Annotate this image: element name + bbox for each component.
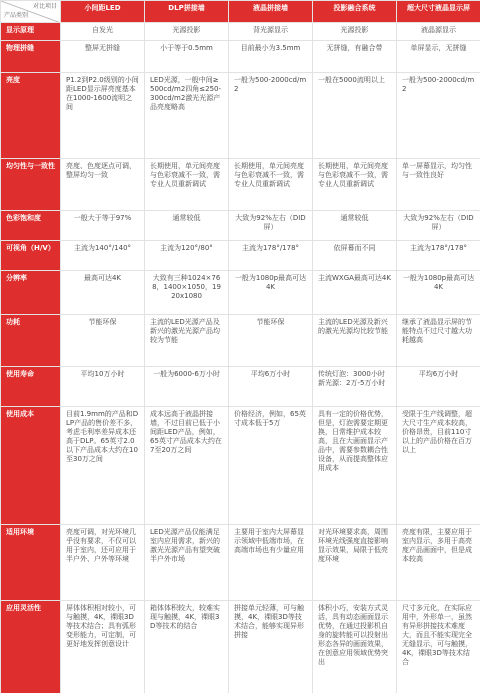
table-cell: 传统灯泡：3000小时新光源：2万-5万小时 — [313, 367, 397, 407]
table-cell: 主流的LED光源产品及新兴的激光光源产品均较为节能 — [145, 315, 229, 367]
table-cell: 屏体体积相对较小，可与触摸，4K，裸眼3D等技术结合；具有弧形变形能力，可定制，可更好地发挥创意设计 — [61, 601, 145, 693]
table-cell: 液晶源显示 — [397, 23, 480, 41]
table-cell: 亮度有限，主要应用于室内显示，多用于高亮度产品画面中，但是成本较高 — [397, 525, 480, 601]
table-cell: 平均6万小时 — [397, 367, 480, 407]
row-header: 物理拼缝 — [1, 41, 61, 73]
table-cell: 依屏幕而不同 — [313, 241, 397, 271]
header-row — [1, 1, 480, 23]
table-cell: 一般在5000流明以上 — [313, 73, 397, 159]
row-header: 显示原理 — [1, 23, 61, 41]
table-row — [1, 315, 480, 367]
row-header: 功耗 — [1, 315, 61, 367]
table-cell: 通常较低 — [313, 211, 397, 241]
table-cell: LED光源产品仅能满足室内应用需求，新兴的激光光源产品有望突破半户外市场 — [145, 525, 229, 601]
table-cell: P1.2到P2.0级别的小间距LED显示屏亮度基本在1000-1600流明之间 — [61, 73, 145, 159]
table-cell: 通常较低 — [145, 211, 229, 241]
table-cell: 节能环保 — [229, 315, 313, 367]
row-header: 适用环境 — [1, 525, 61, 601]
table-cell: LED光源，一般中间≥500cd/m2四角≤250-300cd/m2激光光源产品亮度略高 — [145, 73, 229, 159]
table-cell: 一般为1080p最高可达4K — [397, 271, 480, 315]
column-header: 超大尺寸液晶显示屏 — [397, 1, 480, 23]
table-cell: 体积小巧，安装方式灵活，具有动态画面显示优势，在通过投影机自身的旋转能可以投射出形态各异的画面效果，在创意应用领域优势突出 — [313, 601, 397, 693]
table-cell: 平均6万小时 — [229, 367, 313, 407]
column-header: 小间距LED — [61, 1, 145, 23]
table-cell: 主流的LED光源及新兴的激光光源均比较节能 — [313, 315, 397, 367]
table-cell: 目前最小为3.5mm — [229, 41, 313, 73]
corner-top-label: 对比项目 — [32, 3, 57, 10]
table-cell: 一般大于等于97% — [61, 211, 145, 241]
table-row — [1, 241, 480, 271]
table-cell: 一般为1080p最高可达4K — [229, 271, 313, 315]
table-cell: 箱体体积较大，较难实现与触摸，4K，裸眼3D等技术的结合 — [145, 601, 229, 693]
corner-cell — [1, 1, 61, 23]
table-cell: 平均10万小时 — [61, 367, 145, 407]
table-cell: 长期使用，单元间亮度与色彩衰减不一致，需专业人员重新调试 — [229, 159, 313, 211]
table-cell: 自发光 — [61, 23, 145, 41]
table-cell: 主流为178°/178° — [229, 241, 313, 271]
table-row — [1, 271, 480, 315]
table-cell: 亮度、色度逐点可调，整屏均匀一致 — [61, 159, 145, 211]
table-cell: 一般为500-2000cd/m2 — [397, 73, 480, 159]
table-cell: 主流WXGA最高可达4K — [313, 271, 397, 315]
column-header: 投影融合系统 — [313, 1, 397, 23]
row-header: 均匀性与一致性 — [1, 159, 61, 211]
table-cell: 成本远高于液晶拼接墙，不过目前已低于小间距LED产品，例如，65英寸产品成本大约在7至20万之间 — [145, 407, 229, 525]
table-cell: 主流为120°/80° — [145, 241, 229, 271]
table-cell: 最高可达4K — [61, 271, 145, 315]
table-row — [1, 407, 480, 525]
table-cell: 大致有三种1024×768，1400×1050，1920x1080 — [145, 271, 229, 315]
table-cell: 单一屏幕显示，均匀性与一致性良好 — [397, 159, 480, 211]
table-row — [1, 525, 480, 601]
table-cell: 主流为178°/178° — [397, 241, 480, 271]
table-row — [1, 211, 480, 241]
table-cell: 亮度可调，对光环境几乎没有要求，不仅可以用于室内，还可应用于半户外、户外等环境 — [61, 525, 145, 601]
column-header: 液晶拼接墙 — [229, 1, 313, 23]
row-header: 分辨率 — [1, 271, 61, 315]
table-row — [1, 601, 480, 693]
table-cell: 大致为92%左右（DID屏） — [397, 211, 480, 241]
table-row — [1, 41, 480, 73]
table-cell: 节能环保 — [61, 315, 145, 367]
column-header: DLP拼接墙 — [145, 1, 229, 23]
row-header: 应用灵活性 — [1, 601, 61, 693]
table-cell: 大致为92%左右（DID屏） — [229, 211, 313, 241]
table-cell: 尺寸多元化，在实际应用中，外形单一，虽然有异形拼接技术难度大，而且不能实现完全无缝显示，可与触摸，4K，裸眼3D等技术结合 — [397, 601, 480, 693]
table-cell: 对光环境要求高，周围环境光线强度直接影响显示效果，局限于低亮度环境 — [313, 525, 397, 601]
table-cell: 主要用于室内大屏幕显示领域中低端市场，在高端市场也有少量应用 — [229, 525, 313, 601]
table-cell: 光源投影 — [145, 23, 229, 41]
table-cell: 长期使用，单元间亮度与色彩衰减不一致，需专业人员重新调试 — [313, 159, 397, 211]
corner-bottom-label: 产品类别 — [4, 12, 29, 19]
table-row — [1, 367, 480, 407]
table-cell: 继承了液晶显示屏的节能特点不过尺寸越大功耗越高 — [397, 315, 480, 367]
table-cell: 背光源显示 — [229, 23, 313, 41]
table-row — [1, 23, 480, 41]
table-cell: 主流为140°/140° — [61, 241, 145, 271]
table-cell: 无拼缝，有融合带 — [313, 41, 397, 73]
table-row — [1, 159, 480, 211]
table-cell: 单屏显示，无拼缝 — [397, 41, 480, 73]
table-cell: 一般为6000-6万小时 — [145, 367, 229, 407]
row-header: 使用成本 — [1, 407, 61, 525]
table-cell: 小于等于0.5mm — [145, 41, 229, 73]
table-cell: 整屏无拼缝 — [61, 41, 145, 73]
table-cell: 一般为500-2000cd/m2 — [229, 73, 313, 159]
row-header: 使用寿命 — [1, 367, 61, 407]
table-cell: 光源投影 — [313, 23, 397, 41]
row-header: 色彩饱和度 — [1, 211, 61, 241]
table-cell: 长期使用，单元间亮度与色彩衰减不一致，需专业人员重新调试 — [145, 159, 229, 211]
row-header: 可视角（H/V） — [1, 241, 61, 271]
table-cell: 目前1.9mm的产品和DLP产品的售价差不多，考虑毛利率差异成本还高于DLP。65英寸2.0以下产品成本大约在10至30万之间 — [61, 407, 145, 525]
table-cell: 价格经济，例如，65英寸成本低于5万 — [229, 407, 313, 525]
table-cell: 具有一定的价格优势，但是，灯泡需要定期更换，日常维护成本较高，且在大画面显示产品中，需要参数耦合性设备，从而提高整体应用成本 — [313, 407, 397, 525]
table-cell: 受限于生产线调整，超大尺寸生产成本较高，价格昂贵，目前110寸以上的产品价格在百万以上 — [397, 407, 480, 525]
table-row — [1, 73, 480, 159]
table-cell: 拼接单元轻薄，可与触摸，4K，裸眼3D等技术结合，能够实现异形拼接 — [229, 601, 313, 693]
row-header: 亮度 — [1, 73, 61, 159]
